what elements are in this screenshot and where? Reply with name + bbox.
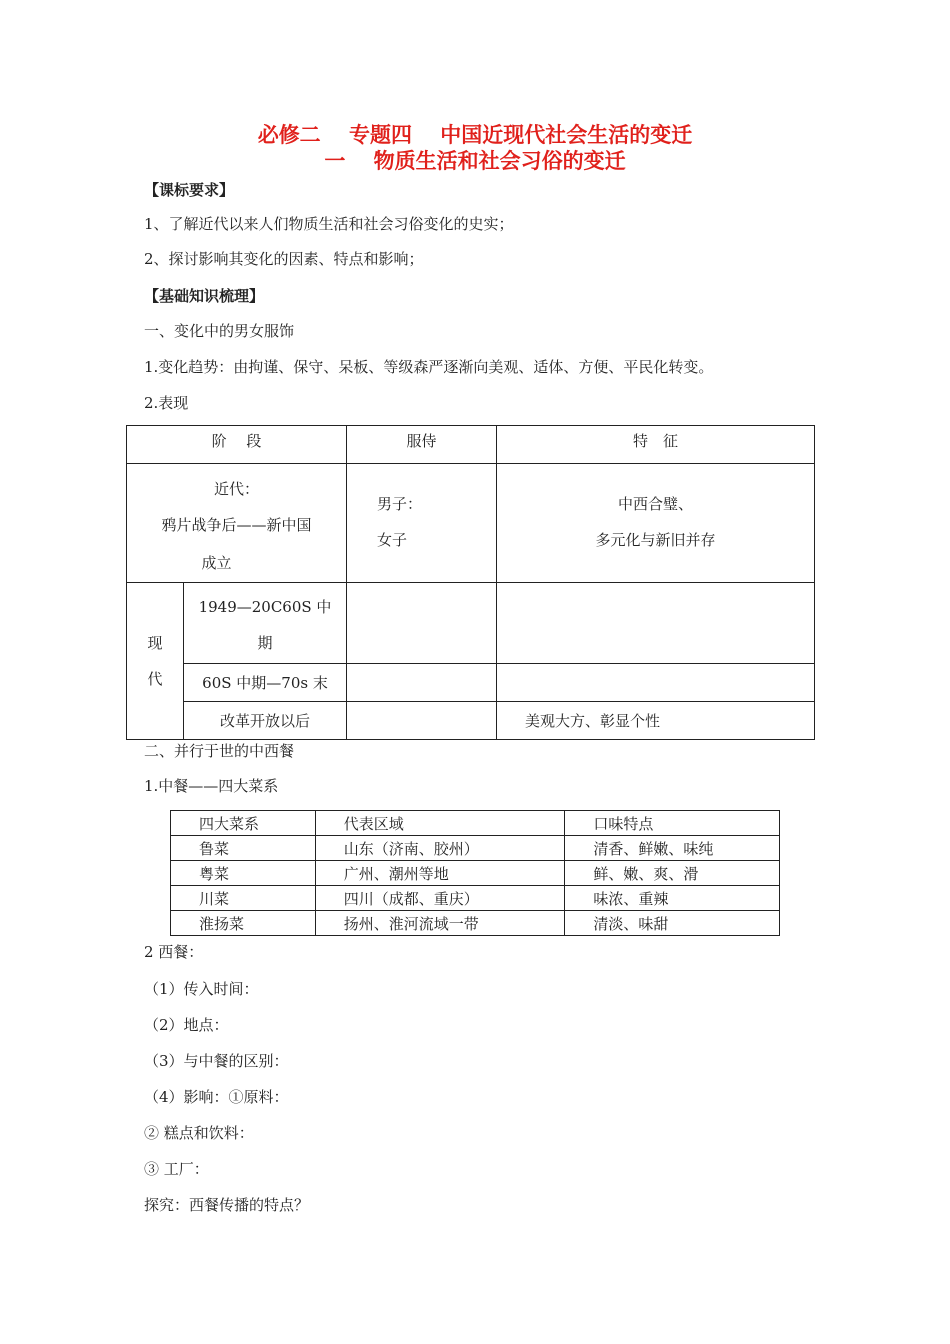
part2-heading: 二、并行于世的中西餐 bbox=[144, 742, 295, 760]
table-row bbox=[171, 836, 780, 861]
table-row bbox=[171, 886, 780, 911]
period-2-cell: 60S 中期—70s 末 bbox=[184, 664, 347, 702]
modern-feature-cell bbox=[497, 464, 815, 583]
modern-era-range: 鸦片战争后——新中国 bbox=[161, 516, 312, 534]
period-3-cell: 改革开放以后 bbox=[184, 702, 347, 740]
period-3-feature: 美观大方、彰显个性 bbox=[497, 702, 815, 740]
western-item-6: ③ 工厂： bbox=[144, 1160, 209, 1178]
period-2-feature bbox=[497, 664, 815, 702]
male-label: 男子： bbox=[377, 495, 423, 513]
page-title: 必修二 专题四 中国近现代社会生活的变迁 bbox=[257, 123, 693, 147]
cuisine-name: 鲁菜 bbox=[171, 836, 316, 861]
header-stage: 阶 段 bbox=[127, 426, 347, 464]
clothing-table bbox=[126, 425, 815, 740]
explore-question: 探究：西餐传播的特点？ bbox=[144, 1196, 310, 1214]
period-1-feature bbox=[497, 583, 815, 664]
cuisine-region: 扬州、淮河流域一带 bbox=[315, 911, 565, 936]
feature-line-2: 多元化与新旧并存 bbox=[595, 531, 716, 549]
female-label: 女子 bbox=[377, 531, 408, 549]
basic-knowledge-heading: 【基础知识梳理】 bbox=[144, 287, 265, 305]
period-1-line-2: 期 bbox=[257, 634, 273, 652]
cuisine-region: 山东（济南、胶州） bbox=[315, 836, 565, 861]
western-item-2: （2）地点： bbox=[144, 1016, 229, 1034]
period-1-line-1: 1949—20C60S 中 bbox=[198, 598, 332, 616]
modern-era-end: 成立 bbox=[201, 554, 232, 572]
header-cuisine: 四大菜系 bbox=[171, 811, 316, 836]
modern-era-cell bbox=[127, 464, 347, 583]
modern-dress-cell bbox=[347, 464, 497, 583]
part1-heading: 一、变化中的男女服饰 bbox=[144, 322, 295, 340]
western-cuisine-heading: 2 西餐： bbox=[144, 943, 204, 961]
header-dress: 服侍 bbox=[347, 426, 497, 464]
page-subtitle: 一 物质生活和社会习俗的变迁 bbox=[324, 149, 626, 173]
header-region: 代表区域 bbox=[315, 811, 565, 836]
cuisine-name: 淮扬菜 bbox=[171, 911, 316, 936]
requirement-2: 2、探讨影响其变化的因素、特点和影响； bbox=[144, 250, 424, 268]
table-row bbox=[171, 911, 780, 936]
cuisine-flavor: 清香、鲜嫩、味纯 bbox=[565, 836, 780, 861]
cuisine-header-row bbox=[171, 811, 780, 836]
western-item-5: ② 糕点和饮料： bbox=[144, 1124, 254, 1142]
contemporary-char-2: 代 bbox=[147, 670, 163, 688]
contemporary-char-1: 现 bbox=[147, 634, 163, 652]
contemporary-era-cell bbox=[127, 583, 184, 740]
period-3-dress bbox=[347, 702, 497, 740]
period-1-dress bbox=[347, 583, 497, 664]
cuisine-flavor: 清淡、味甜 bbox=[565, 911, 780, 936]
period-2-dress bbox=[347, 664, 497, 702]
feature-line-1: 中西合璧、 bbox=[617, 495, 693, 513]
cuisine-region: 广州、潮州等地 bbox=[315, 861, 565, 886]
western-item-1: （1）传入时间： bbox=[144, 980, 259, 998]
header-feature: 特 征 bbox=[497, 426, 815, 464]
cuisine-flavor: 味浓、重辣 bbox=[565, 886, 780, 911]
western-item-3: （3）与中餐的区别： bbox=[144, 1052, 289, 1070]
performance-text: 2.表现 bbox=[144, 394, 189, 412]
cuisine-name: 粤菜 bbox=[171, 861, 316, 886]
period-1-cell bbox=[184, 583, 347, 664]
header-flavor: 口味特点 bbox=[565, 811, 780, 836]
cuisine-flavor: 鲜、嫩、爽、滑 bbox=[565, 861, 780, 886]
table-row bbox=[171, 861, 780, 886]
cuisine-name: 川菜 bbox=[171, 886, 316, 911]
requirement-1: 1、了解近代以来人们物质生活和社会习俗变化的史实； bbox=[144, 215, 514, 233]
modern-era-label: 近代： bbox=[213, 480, 259, 498]
curriculum-requirements-heading: 【课标要求】 bbox=[144, 181, 235, 199]
trend-text: 1.变化趋势：由拘谨、保守、呆板、等级森严逐渐向美观、适体、方便、平民化转变。 bbox=[144, 358, 714, 376]
cuisine-table bbox=[170, 810, 780, 936]
cuisine-region: 四川（成都、重庆） bbox=[315, 886, 565, 911]
chinese-cuisine-heading: 1.中餐——四大菜系 bbox=[144, 777, 279, 795]
western-item-4: （4）影响：①原料： bbox=[144, 1088, 289, 1106]
